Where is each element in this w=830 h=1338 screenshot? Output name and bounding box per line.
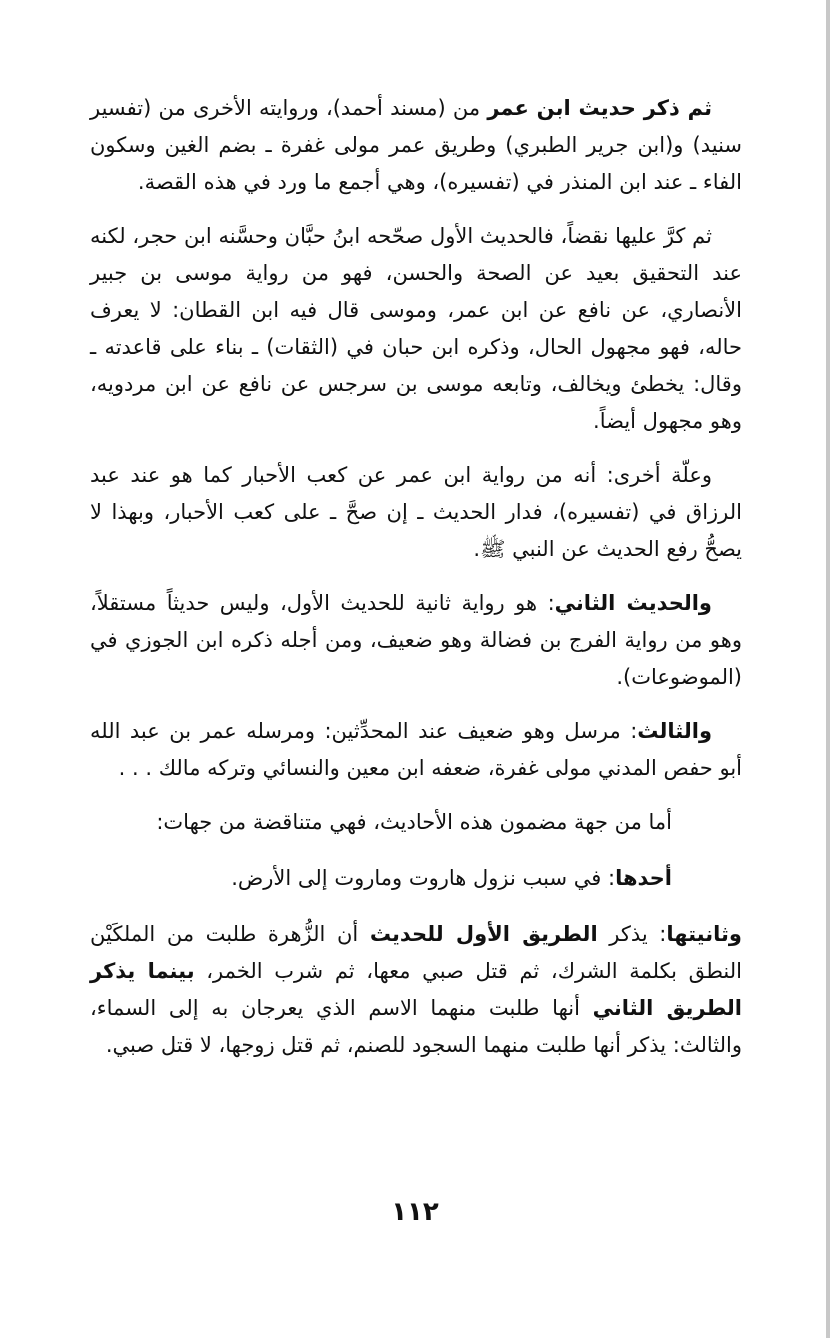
paragraph-8 — [90, 916, 742, 1064]
text-run: وعلّة أخرى: أنه من رواية ابن عمر عن كعب الأحبار كما هو عند عبد الرزاق في (تفسيره)، فدار الحديث ـ إن صحَّ ـ على كعب الأحبار، وبهذا لا يصحُّ رفع الحديث عن النبي ﷺ. — [90, 463, 742, 561]
text-run: : مرسل وهو ضعيف عند المحدِّثين: ومرسله عمر بن عبد الله أبو حفص المدني مولى غفرة، ضعفه ابن معين والنسائي وتركه مالك . . . — [90, 719, 742, 780]
page-body — [90, 90, 742, 1081]
paragraph-6 — [90, 804, 742, 841]
paragraph-3 — [90, 457, 742, 568]
bold-text-run: أحدها — [615, 866, 672, 890]
bold-text-run: الطريق الأول للحديث — [369, 922, 598, 946]
text-run: ثم كرَّ عليها نقضاً، فالحديث الأول صحّحه ابنُ حبَّان وحسَّنه ابن حجر، لكنه عند التحقيق بعيد عن الصحة والحسن، فهو من رواية موسى بن جبير الأنصاري، عن نافع عن ابن عمر، وموسى قال فيه ابن القطان: لا يعرف حاله، فهو مجهول الحال، وذكره ابن حبان في (الثقات) ـ بناء على قاعدته ـ وقال: يخطئ ويخالف، وتابعه موسى بن سرجس عن نافع عن ابن مردويه، وهو مجهول أيضاً. — [90, 224, 742, 433]
paragraph-1 — [90, 90, 742, 201]
text-run: : في سبب نزول هاروت وماروت إلى الأرض. — [231, 866, 616, 890]
bold-text-run: بينما يذكر الطريق الثاني — [90, 959, 742, 1020]
bold-text-run: والثالث — [637, 719, 712, 743]
page-number: ١١٢ — [391, 1197, 439, 1227]
paragraph-7 — [90, 860, 742, 897]
bold-text-run: وثانيتها — [666, 922, 742, 946]
bold-text-run: والحديث الثاني — [554, 591, 712, 615]
paragraph-5 — [90, 713, 742, 787]
bold-text-run: ثم ذكر حديث ابن عمر — [487, 96, 713, 120]
text-run: : هو رواية ثانية للحديث الأول، وليس حديثاً مستقلاً، وهو من رواية الفرج بن فضالة وهو ضعيف، ومن أجله ذكره ابن الجوزي في (الموضوعات). — [90, 591, 742, 689]
paragraph-4 — [90, 585, 742, 696]
page-edge-shadow — [826, 0, 830, 1338]
text-run: أنها طلبت منهما الاسم الذي يعرجان به إلى السماء، والثالث: يذكر أنها طلبت منهما السجود للصنم، ثم قتل زوجها، لا قتل صبي. — [90, 996, 742, 1057]
text-run: من (مسند أحمد)، وروايته الأخرى من (تفسير سنيد) و(ابن جرير الطبري) وطريق عمر مولى غفرة ـ بضم الغين وسكون الفاء ـ عند ابن المنذر في (تفسيره)، وهي أجمع ما ورد في هذه القصة. — [90, 96, 742, 194]
text-run: أما من جهة مضمون هذه الأحاديث، فهي متناقضة من جهات: — [156, 810, 672, 834]
text-run: أن الزُّهرة طلبت من الملكَيْن النطق بكلمة الشرك، ثم قتل صبي معها، ثم شرب الخمر، — [90, 922, 742, 983]
paragraph-2 — [90, 218, 742, 440]
text-run: : يذكر — [597, 922, 667, 946]
